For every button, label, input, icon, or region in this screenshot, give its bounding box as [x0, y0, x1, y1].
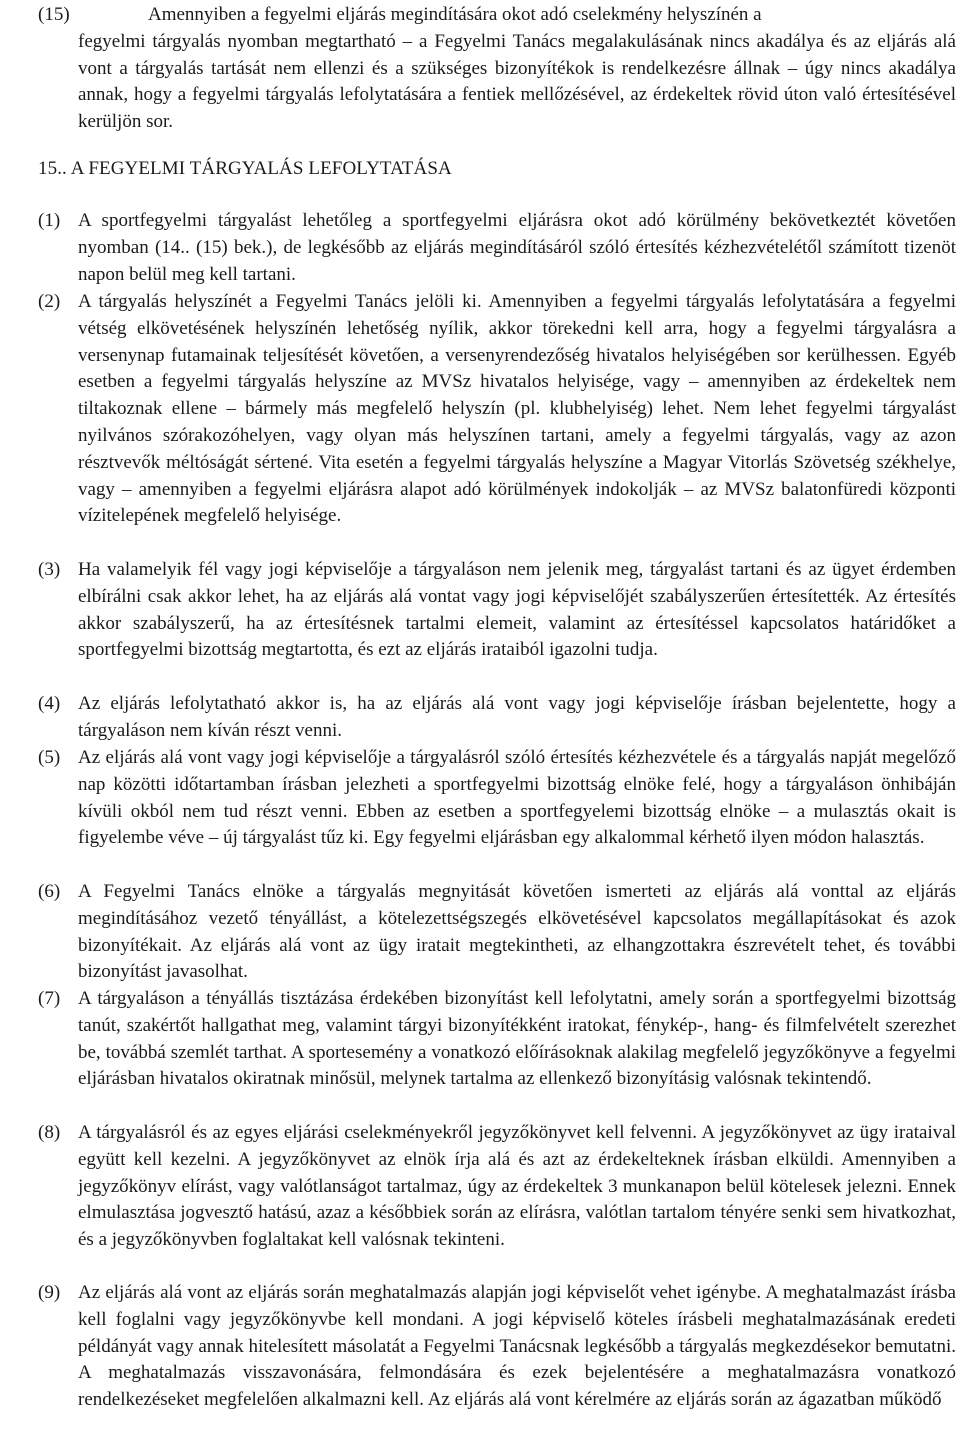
paragraph-text: A sportfegyelmi tárgyalást lehetőleg a sportfegyelmi eljárásra okot adó körülmény bekövetkeztét követően nyomban (14.. (15) bek.), de legkésőbb az eljárás megindításáról szóló értesítés kézhezvételétől számított tizenöt napon belül meg kell tartani.	[78, 210, 956, 285]
section-heading: 15.. A FEGYELMI TÁRGYALÁS LEFOLYTATÁSA	[38, 158, 452, 179]
paragraph-number: (4)	[38, 693, 61, 714]
paragraph-9	[38, 1280, 956, 1414]
paragraph-text: Az eljárás alá vont az eljárás során meghatalmazás alapján jogi képviselőt vehet igénybe. A meghatalmazást írásba kell foglalni vagy jegyzőkönyvbe kell mondani. A jogi képviselő köteles írásbeli meghatalmazásának eredeti példányát vagy annak hitelesített másolatát a Fegyelmi Tanácsnak legkésőbb a tárgyalás megkezdésekor bemutatni. A meghatalmazás visszavonására, felmondására és ezek bejelentésére a meghatalmazásra vonatkozó rendelkezéseket megfelelően alkalmazni kell. Az eljárás alá vont kérelmére az eljárás során az ágazatban működő	[78, 1282, 956, 1411]
paragraph-2	[38, 289, 956, 530]
paragraph-8	[38, 1120, 956, 1254]
paragraph-1	[38, 208, 956, 288]
paragraph-text: A tárgyalás helyszínét a Fegyelmi Tanács jelöli ki. Amennyiben a fegyelmi tárgyalás lefolytatására a fegyelmi vétség elkövetésének helyszínén lehetőség nyílik, akkor törekedni kell arra, hogy a fegyelmi tárgyalásra a versenynap futamainak teljesítését követően, a versenyrendezőség hivatalos helyiségében sor kerülhessen. Egyéb esetben a fegyelmi tárgyalás helyszíne az MVSz hivatalos helyisége, vagy – amennyiben az érdekeltek nem tiltakoznak ellene – bármely más megfelelő helyszín (pl. klubhelyiség) lehet. Nem lehet fegyelmi tárgyalást nyilvános szórakozóhelyen, vagy olyan más helyszínen tartani, amely a fegyelmi tárgyalás, vagy az azon résztvevők méltóságát sértené. Vita esetén a fegyelmi tárgyalás helyszíne a Magyar Vitorlás Szövetség székhelye, vagy – amennyiben a fegyelmi eljárásra alapot adó körülmények indokolják – az MVSz balatonfüredi központi vízitelepének megfelelő helyisége.	[78, 291, 956, 527]
paragraph-number: (8)	[38, 1122, 61, 1143]
paragraph-15	[38, 2, 956, 136]
paragraph-3	[38, 557, 956, 664]
paragraph-4	[38, 691, 956, 745]
paragraph-text: A Fegyelmi Tanács elnöke a tárgyalás megnyitását követően ismerteti az eljárás alá vonttal az eljárás megindításához vezető tényállást, a kötelezettségszegés elkövetésével kapcsolatos megállapításokat és azok bizonyítékait. Az eljárás alá vont az ügy iratait megtekintheti, az elhangzottakra észrevételt tehet, és további bizonyítást javasolhat.	[78, 881, 956, 983]
paragraph-number: (5)	[38, 747, 61, 768]
paragraph-text: fegyelmi tárgyalás nyomban megtartható – a Fegyelmi Tanács megalakulásának nincs akadálya és az eljárás alá vont a tárgyalás tartását nem ellenzi és a szükséges bizonyítékok is rendelkezésre állnak – úgy nincs akadálya annak, hogy a fegyelmi tárgyalás lefolytatására a fentiek mellőzésével, az érdekeltek rövid úton való értesítésével kerüljön sor.	[78, 30, 956, 133]
paragraph-number: (6)	[38, 881, 61, 902]
paragraph-number: (9)	[38, 1282, 61, 1303]
paragraph-text: A tárgyaláson a tényállás tisztázása érdekében bizonyítást kell lefolytatni, amely során a sportfegyelmi bizottság tanút, szakértőt hallgathat meg, valamint tárgyi bizonyítékként iratokat, fénykép-, hang- és filmfelvételt szerezhet be, továbbá szemlét tarthat. A sportesemény a vonatkozó előírásoknak alakilag megfelelő jegyzőkönyve a fegyelmi eljárásban hivatalos okiratnak minősül, melynek tartalma az ellenkező bizonyításig valósnak tekintendő.	[78, 988, 956, 1090]
paragraph-5	[38, 745, 956, 852]
paragraph-7	[38, 986, 956, 1093]
paragraph-number: (2)	[38, 291, 61, 312]
paragraph-text: A tárgyalásról és az egyes eljárási cselekményekről jegyzőkönyvet kell felvenni. A jegyzőkönyvet az ügy irataival együtt kell kezelni. A jegyzőkönyvet az elnök írja alá és azt az érdekelteknek írásban elküldi. Amennyiben a jegyzőkönyv elírást, vagy valótlanságot tartalmaz, úgy az érdekeltek 3 munkanapon belül kötelesek jelezni. Ennek elmulasztása jogvesztő hatású, azaz a későbbiek során az elírásra, valótlan tartalom tényére senki sem hivatkozhat, és a jegyzőkönyvben foglaltakat kell valósnak tekinteni.	[78, 1122, 956, 1251]
paragraph-text: Az eljárás alá vont vagy jogi képviselője a tárgyalásról szóló értesítés kézhezvétele és a tárgyalás napját megelőző nap közötti időtartamban írásban jelezheti a sportfegyelmi bizottság elnöke felé, hogy a tárgyaláson önhibáján kívüli okból nem tud részt venni. Ebben az esetben a sportfegyelemi bizottság elnöke – a mulasztás okait is figyelembe véve – új tárgyalást tűz ki. Egy fegyelmi eljárásban egy alkalommal kérhető ilyen módon halasztás.	[78, 747, 956, 849]
paragraph-6	[38, 879, 956, 986]
paragraph-number: (7)	[38, 988, 61, 1009]
paragraph-text: Ha valamelyik fél vagy jogi képviselője a tárgyaláson nem jelenik meg, tárgyalást tartani és az ügyet érdemben elbírálni csak akkor lehet, ha az eljárás alá vontat vagy jogi képviselőjét szabályszerűen értesítették. Az értesítés akkor szabályszerű, ha az értesítésnek tartalmi elemeit, valamint az értesítéssel kapcsolatos határidőket a sportfegyelmi bizottság megtartotta, és ezt az eljárás irataiból igazolni tudja.	[78, 559, 956, 661]
paragraph-number: (3)	[38, 559, 61, 580]
paragraph-text-first-line: Amennyiben a fegyelmi eljárás megindítására okot adó cselekmény helyszínén a	[148, 4, 762, 25]
paragraph-number: (15)	[38, 4, 70, 25]
paragraph-text: Az eljárás lefolytatható akkor is, ha az eljárás alá vont vagy jogi képviselője írásban bejelentette, hogy a tárgyaláson nem kíván részt venni.	[78, 693, 956, 741]
paragraph-number: (1)	[38, 210, 61, 231]
